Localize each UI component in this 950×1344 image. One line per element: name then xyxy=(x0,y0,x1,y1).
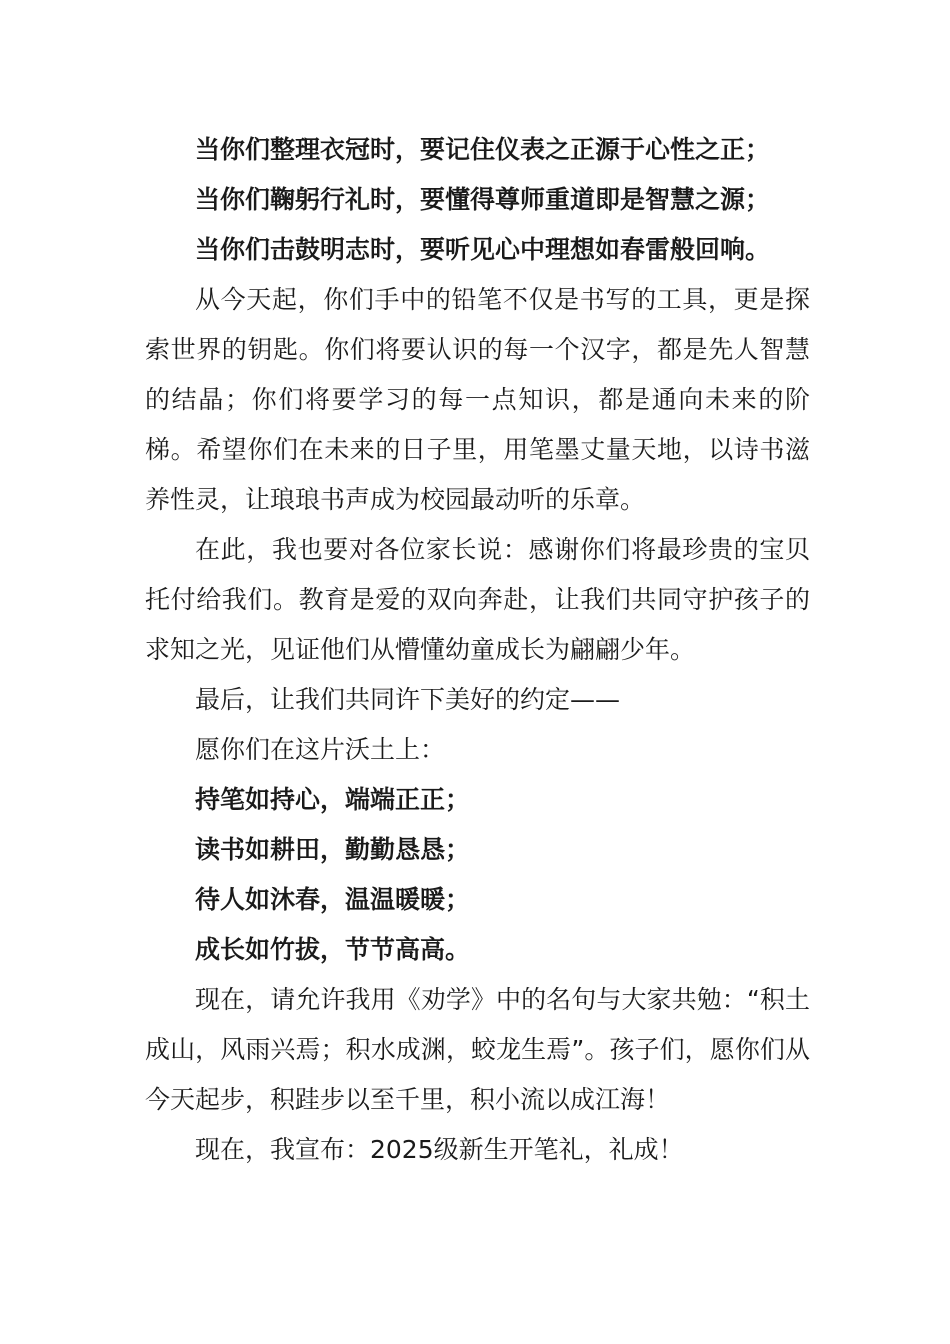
paragraph-quote: 现在，请允许我用《劝学》中的名句与大家共勉：“积土成山，风雨兴焉；积水成渊，蛟龙生焉”。孩子们，愿你们从今天起步，积跬步以至千里，积小流以成江海！ xyxy=(145,985,810,1114)
paragraph-pencil: 从今天起，你们手中的铅笔不仅是书写的工具，更是探索世界的钥匙。你们将要认识的每一个汉字，都是先人智慧的结晶；你们将要学习的每一点知识，都是通向未来的阶梯。希望你们在未来的日子里，用笔墨丈量天地，以诗书滋养性灵，让琅琅书声成为校园最动听的乐章。 xyxy=(145,285,810,514)
wish-line-pen: 持笔如持心，端端正正； xyxy=(195,785,471,814)
paragraph-promise-intro: 最后，让我们共同许下美好的约定—— xyxy=(195,685,621,714)
opening-line-bow: 当你们鞠躬行礼时，要懂得尊师重道即是智慧之源； xyxy=(195,185,771,214)
wish-line-kindness: 待人如沐春，温温暖暖； xyxy=(195,885,471,914)
opening-line-attire: 当你们整理衣冠时，要记住仪表之正源于心性之正； xyxy=(195,135,771,164)
paragraph-parents: 在此，我也要对各位家长说：感谢你们将最珍贵的宝贝托付给我们。教育是爱的双向奔赴，让我们共同守护孩子的求知之光，见证他们从懵懂幼童成长为翩翩少年。 xyxy=(145,535,810,664)
document-body xyxy=(145,125,810,1175)
paragraph-wish-intro: 愿你们在这片沃土上： xyxy=(195,735,446,764)
wish-line-growth: 成长如竹拔，节节高高。 xyxy=(195,935,471,964)
opening-line-drum: 当你们击鼓明志时，要听见心中理想如春雷般回响。 xyxy=(195,235,771,264)
paragraph-declaration: 现在，我宣布：2025级新生开笔礼，礼成！ xyxy=(195,1135,684,1164)
wish-line-reading: 读书如耕田，勤勤恳恳； xyxy=(195,835,471,864)
